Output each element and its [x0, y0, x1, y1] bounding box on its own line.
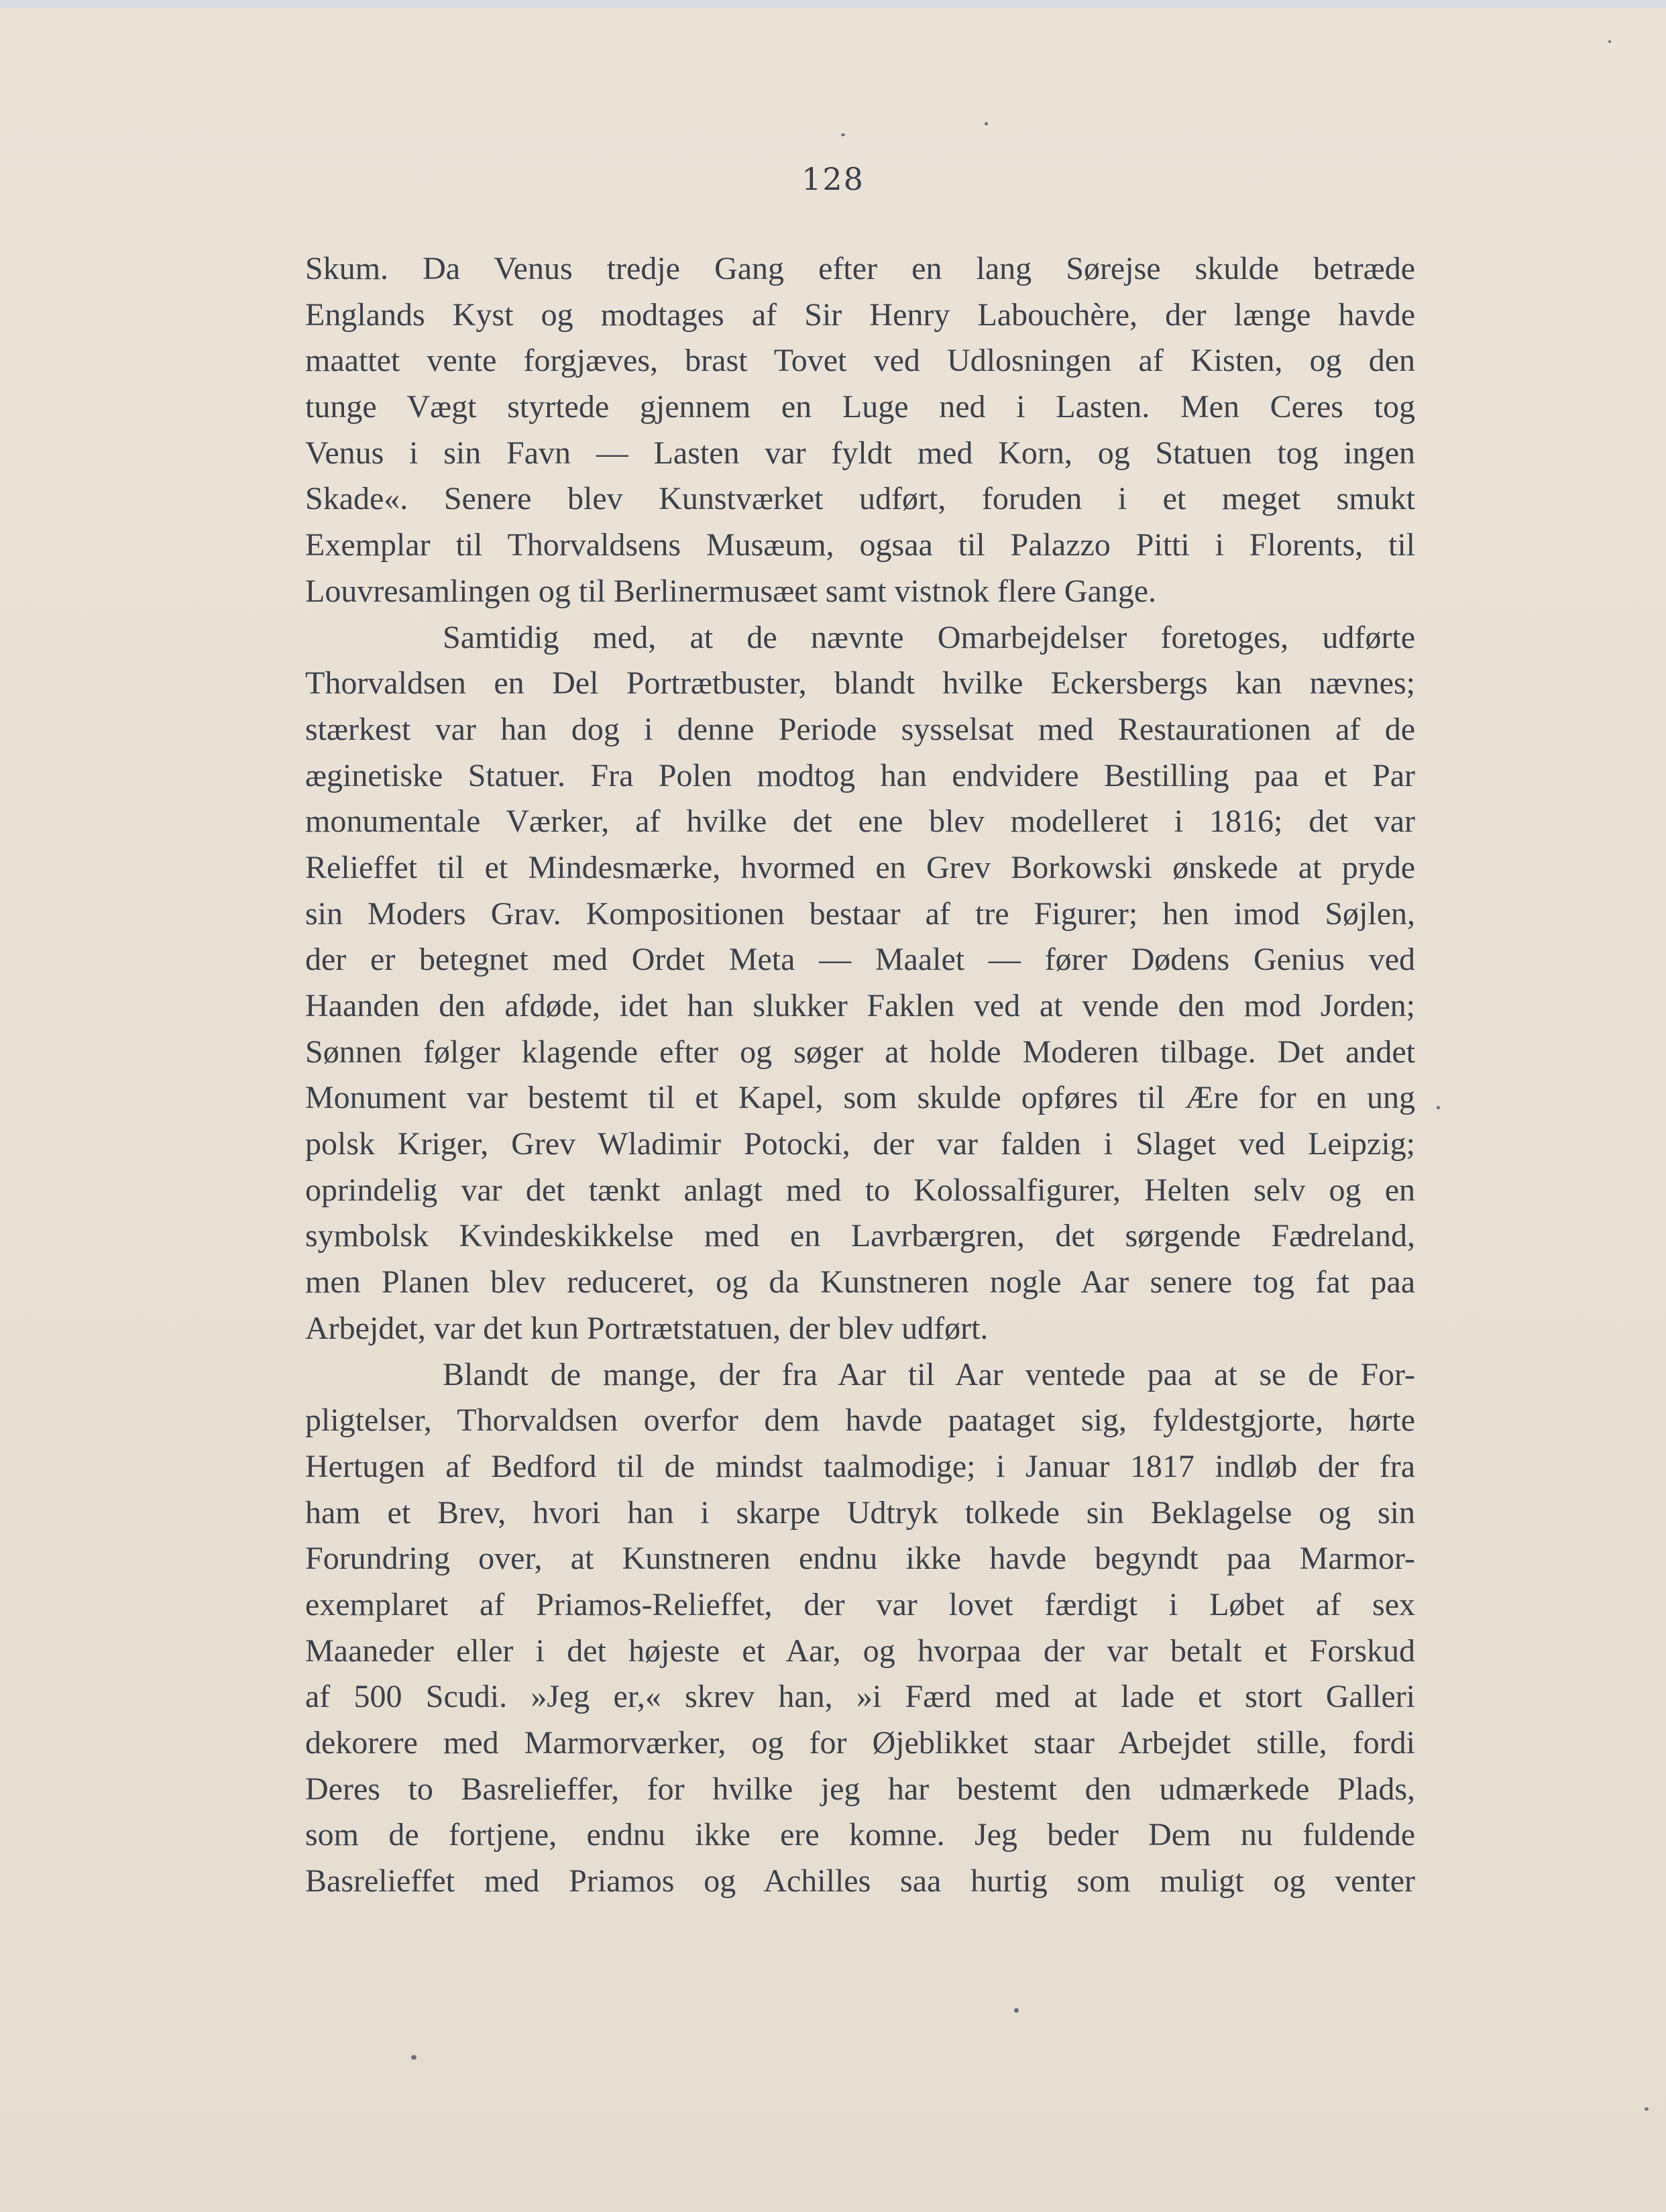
paper-speck — [1437, 1106, 1440, 1109]
text-line: der er betegnet med Ordet Meta — Maalet — fører Dødens Genius ved — [305, 942, 1415, 978]
text-line: pligtelser, Thorvaldsen overfor dem havde paataget sig, fyldestgjorte, hørte — [305, 1402, 1415, 1439]
text-line: Sønnen følger klagende efter og søger at holde Moderen tilbage. Det andet — [305, 1034, 1415, 1070]
text-line: Maaneder eller i det højeste et Aar, og hvorpaa der var betalt et Forskud — [305, 1633, 1415, 1669]
paper-speck — [1608, 40, 1611, 43]
text-line: Venus i sin Favn — Lasten var fyldt med Korn, og Statuen tog ingen — [305, 435, 1415, 471]
body-text — [305, 246, 1415, 1905]
text-line: stærkest var han dog i denne Periode sysselsat med Restaurationen af de — [305, 711, 1415, 747]
text-line: Haanden den afdøde, idet han slukker Faklen ved at vende den mod Jorden; — [305, 988, 1415, 1024]
paper-speck — [985, 122, 988, 125]
scan-top-edge — [0, 0, 1666, 8]
text-line: Monument var bestemt til et Kapel, som skulde opføres til Ære for en ung — [305, 1080, 1415, 1116]
text-line: Forundring over, at Kunstneren endnu ikke havde begyndt paa Marmor- — [305, 1541, 1415, 1577]
text-line: Hertugen af Bedford til de mindst taalmodige; i Januar 1817 indløb der fra — [305, 1448, 1415, 1484]
text-line: dekorere med Marmorværker, og for Øjeblikket staar Arbejdet stille, fordi — [305, 1725, 1415, 1761]
text-line: af 500 Scudi. »Jeg er,« skrev han, »i Færd med at lade et stort Galleri — [305, 1679, 1415, 1715]
paper-speck — [1014, 2008, 1019, 2013]
text-line: monumentale Værker, af hvilke det ene blev modelleret i 1816; det var — [305, 804, 1415, 840]
text-line: æginetiske Statuer. Fra Polen modtog han endvidere Bestilling paa et Par — [305, 757, 1415, 793]
text-line: ham et Brev, hvori han i skarpe Udtryk tolkede sin Beklagelse og sin — [305, 1494, 1415, 1531]
text-line: tunge Vægt styrtede gjennem en Luge ned i Lasten. Men Ceres tog — [305, 389, 1415, 425]
text-line: som de fortjene, endnu ikke ere komne. Jeg beder Dem nu fuldende — [305, 1817, 1415, 1853]
text-line: Basrelieffet med Priamos og Achilles saa hurtig som muligt og venter — [305, 1863, 1415, 1899]
paper-speck — [411, 2055, 416, 2060]
text-line: Skade«. Senere blev Kunstværket udført, foruden i et meget smukt — [305, 481, 1415, 517]
text-line: sin Moders Grav. Kompositionen bestaar af tre Figurer; hen imod Søjlen, — [305, 895, 1415, 932]
text-line: Deres to Basrelieffer, for hvilke jeg har bestemt den udmærkede Plads, — [305, 1771, 1415, 1807]
paper-speck — [841, 133, 845, 136]
text-line: Thorvaldsen en Del Portrætbuster, blandt hvilke Eckersbergs kan nævnes; — [305, 665, 1415, 702]
paper-speck — [1645, 2107, 1649, 2111]
text-line: Englands Kyst og modtages af Sir Henry Labouchère, der længe havde — [305, 296, 1415, 333]
text-line: Relieffet til et Mindesmærke, hvormed en Grev Borkowski ønskede at pryde — [305, 849, 1415, 885]
text-line: oprindelig var det tænkt anlagt med to Kolossalfigurer, Helten selv og en — [305, 1172, 1415, 1208]
page-number: 128 — [801, 161, 865, 197]
text-line: polsk Kriger, Grev Wladimir Potocki, der var falden i Slaget ved Leipzig; — [305, 1126, 1415, 1162]
paragraph-first-line: Samtidig med, at de nævnte Omarbejdelser foretoges, udførte — [443, 619, 1415, 655]
text-line: Skum. Da Venus tredje Gang efter en lang Sørejse skulde betræde — [305, 251, 1415, 286]
paragraph-first-line: Blandt de mange, der fra Aar til Aar ventede paa at se de For- — [443, 1356, 1415, 1392]
text-line: symbolsk Kvindeskikkelse med en Lavrbærgren, det sørgende Fædreland, — [305, 1218, 1415, 1254]
text-line: Exemplar til Thorvaldsens Musæum, ogsaa til Palazzo Pitti i Florents, til — [305, 527, 1415, 563]
text-line: exemplaret af Priamos-Relieffet, der var lovet færdigt i Løbet af sex — [305, 1586, 1415, 1622]
paragraph-last-line: Arbejdet, var det kun Portrætstatuen, der blev udført. — [305, 1310, 989, 1346]
text-line: maattet vente forgjæves, brast Tovet ved Udlosningen af Kisten, og den — [305, 343, 1415, 379]
paragraph-last-line: Louvresamlingen og til Berlinermusæet samt vistnok flere Gange. — [305, 573, 1157, 609]
book-page — [0, 8, 1666, 2212]
text-line: men Planen blev reduceret, og da Kunstneren nogle Aar senere tog fat paa — [305, 1264, 1415, 1301]
